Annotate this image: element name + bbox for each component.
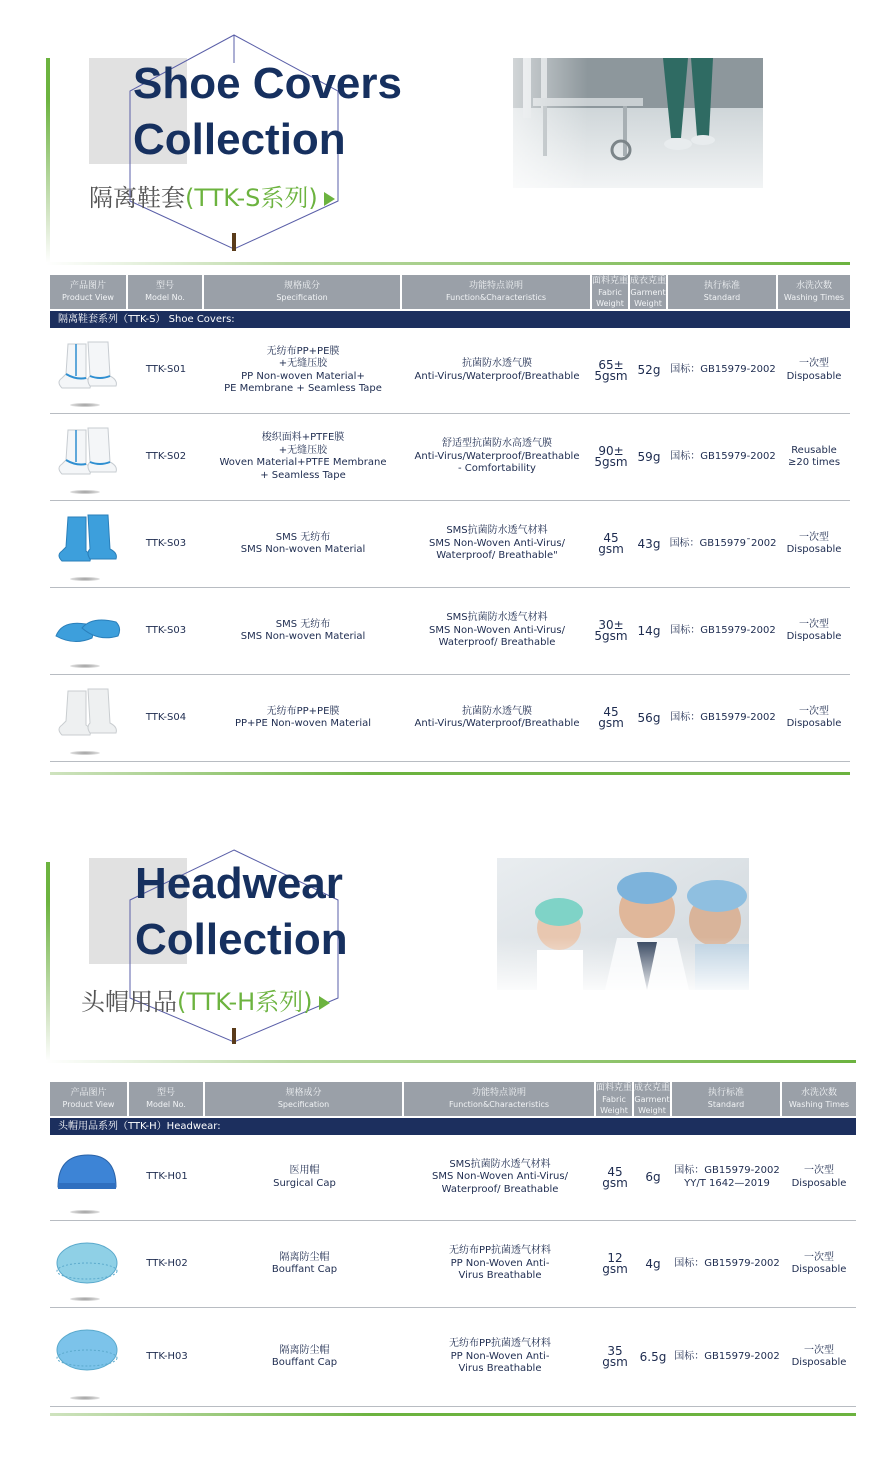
specification <box>205 1252 404 1277</box>
cap-image <box>52 1231 122 1291</box>
hero-accent-horizontal <box>46 1060 856 1063</box>
cell-line: 无纺布PP+PE膜 <box>266 345 340 357</box>
cell-line: 隔离防尘帽 <box>279 1344 330 1356</box>
fabric-weight <box>596 1346 634 1368</box>
cell-line: 5gsm <box>594 629 628 643</box>
cell-line: PP Non-Woven Anti- <box>450 1257 550 1269</box>
washing-times <box>778 619 850 644</box>
cell-line: Virus Breathable <box>458 1270 542 1282</box>
model-text: TTK-S03 <box>145 624 187 636</box>
headwear-rows <box>50 1135 856 1407</box>
cell-line: 30± <box>598 618 624 632</box>
garment-weight-text: 6.5g <box>639 1349 667 1364</box>
garment-weight <box>630 712 668 725</box>
cell-line: 5gsm <box>594 368 628 383</box>
model-text: TTK-S04 <box>145 711 187 723</box>
hero-title <box>133 56 402 168</box>
shoe-cover-image <box>52 511 122 571</box>
cell-line: YY/T 1642—2019 <box>684 1177 770 1189</box>
fabric-weight <box>592 533 630 555</box>
cell-line: 隔离防尘帽 <box>279 1251 330 1263</box>
table-row <box>50 328 850 414</box>
garment-weight-text: 4g <box>645 1256 661 1271</box>
table-header <box>50 1082 856 1118</box>
cell-line: 舒适型抗菌防水高透气膜 <box>442 438 552 450</box>
washing-times <box>782 1252 856 1277</box>
headwear-section <box>0 800 886 1463</box>
hero-subtitle-series: (TTK-H系列) <box>177 988 313 1016</box>
cell-line: 无纺布PP+PE膜 <box>266 705 340 717</box>
cell-line: 一次型 <box>804 1344 834 1356</box>
standard <box>668 712 778 725</box>
cell-line: Anti-Virus/Waterproof/Breathable <box>414 450 580 462</box>
cell-line: SMS 无纺布 <box>275 531 331 543</box>
garment-weight <box>630 625 668 638</box>
header-fabric-weight: 面料克重 Fabric Weight <box>596 1082 633 1115</box>
garment-weight <box>634 1351 672 1364</box>
hero-accent-horizontal <box>46 262 850 265</box>
product-image <box>50 328 128 413</box>
garment-weight-text: 59g <box>637 449 661 464</box>
hero-title-line1: Shoe Covers <box>133 59 402 108</box>
cell-line: 无纺布PP抗菌透气材料 <box>448 1245 552 1257</box>
function-characteristics <box>402 525 592 563</box>
cap-image <box>52 1318 122 1378</box>
header-function: 功能特点说明 Function&Characteristics <box>404 1082 596 1116</box>
cell-line: 国标：GB15979-2002 <box>670 450 776 462</box>
product-shadow <box>70 403 100 407</box>
header-specification: 规格成分 Specification <box>205 1082 404 1116</box>
washing-times <box>778 532 850 557</box>
header-garment-weight: 成衣克重 Garment Weight <box>634 1082 671 1115</box>
specification <box>204 346 402 396</box>
header-product-view: 产品图片 Product View <box>50 1082 129 1116</box>
model-text: TTK-H01 <box>146 1171 188 1183</box>
garment-weight-text: 56g <box>637 710 661 725</box>
cell-line: Virus Breathable <box>458 1363 542 1375</box>
standard <box>668 625 778 638</box>
cell-line: SMS Non-woven Material <box>240 544 366 555</box>
cell-line: Disposable <box>791 1177 847 1189</box>
hero-accent-vertical <box>46 862 50 1062</box>
cell-line: 45 <box>603 705 619 719</box>
play-arrow-icon <box>319 996 330 1010</box>
garment-weight <box>630 538 668 551</box>
cell-line: SMS抗菌防水透气材料 <box>449 1158 551 1170</box>
table-row <box>50 1308 856 1407</box>
cell-line: 一次型 <box>804 1165 834 1176</box>
cell-line: 12 <box>607 1251 623 1265</box>
cell-line: 35 <box>607 1344 623 1358</box>
hero-subtitle <box>89 178 335 213</box>
standard <box>672 1258 782 1271</box>
shoe-cover-image <box>52 598 122 658</box>
shoe-cover-image <box>52 685 122 745</box>
header-specification: 规格成分 Specification <box>204 275 402 309</box>
cell-line: 45 <box>603 531 619 545</box>
product-image <box>50 414 128 500</box>
cell-line: Disposable <box>791 1264 847 1275</box>
cell-line: SMS抗菌防水透气材料 <box>446 612 548 624</box>
cell-line: Disposable <box>791 1357 847 1368</box>
cell-line: + Seamless Tape <box>260 469 346 481</box>
garment-weight <box>634 1171 672 1184</box>
cell-line: Anti-Virus/Waterproof/Breathable <box>414 370 580 382</box>
product-image <box>50 1308 129 1406</box>
garment-weight-text: 14g <box>637 623 661 638</box>
washing-times <box>778 445 850 470</box>
cell-line: gsm <box>602 1262 628 1276</box>
cell-line: 抗菌防水透气膜 <box>462 705 532 717</box>
cell-line: Bouffant Cap <box>271 1264 338 1275</box>
hero-title-line2: Collection <box>135 915 348 964</box>
cell-line: Anti-Virus/Waterproof/Breathable <box>414 718 580 729</box>
table-end-line <box>50 1413 856 1416</box>
cell-line: 一次型 <box>804 1251 834 1263</box>
garment-weight <box>630 451 668 464</box>
standard <box>668 451 778 464</box>
cell-line: Waterproof/ Breathable" <box>436 550 558 562</box>
header-fabric-weight: 面料克重 Fabric Weight <box>592 275 629 308</box>
fabric-weight <box>592 446 630 468</box>
header-garment-weight: 成衣克重 Garment Weight <box>630 275 667 308</box>
hero-title-line2: Collection <box>133 115 346 164</box>
cell-line: 国标：GB15979-2002 <box>674 1350 780 1362</box>
washing-times <box>782 1345 856 1370</box>
cell-line: SMS抗菌防水透气材料 <box>446 525 548 537</box>
cell-line: 一次型 <box>799 358 829 369</box>
washing-times <box>778 706 850 731</box>
cell-line: Bouffant Cap <box>271 1357 338 1368</box>
cell-line: SMS Non-Woven Anti-Virus/ <box>429 624 565 636</box>
cell-line: 国标：GB15979-2002 <box>670 364 776 376</box>
cell-line: 医用帽 <box>289 1165 320 1176</box>
function-characteristics <box>402 358 592 383</box>
shoe-covers-table <box>50 275 850 775</box>
standard <box>672 1351 782 1364</box>
function-characteristics <box>404 1159 596 1197</box>
headwear-hero <box>0 800 886 1070</box>
cell-line: SMS Non-Woven Anti-Virus/ <box>432 1171 568 1183</box>
cell-line: +无缝压胶 <box>278 358 328 369</box>
cell-line: PP Non-woven Material+ <box>241 370 365 382</box>
cell-line: 65± <box>598 357 624 372</box>
cell-line: 一次型 <box>799 705 829 717</box>
header-product-view: 产品图片 Product View <box>50 275 128 309</box>
table-end-line <box>50 772 850 775</box>
hero-subtitle-cn: 头帽用品 <box>81 988 177 1016</box>
specification <box>204 532 402 557</box>
garment-weight <box>634 1258 672 1271</box>
table-row <box>50 1221 856 1308</box>
specification <box>204 619 402 644</box>
table-row <box>50 414 850 501</box>
product-shadow <box>70 1297 100 1301</box>
hero-subtitle-series: (TTK-S系列) <box>185 184 318 212</box>
garment-weight <box>630 364 668 377</box>
hero-title <box>135 856 348 968</box>
hospital-corridor-photo <box>513 58 763 188</box>
cell-line: 国标：GB15979-2002 <box>670 624 776 636</box>
product-shadow <box>70 577 100 581</box>
product-image <box>50 588 128 674</box>
standard <box>668 538 778 551</box>
cell-line: 一次型 <box>799 531 829 543</box>
header-standard: 执行标准 Standard <box>668 275 778 309</box>
model-text: TTK-S02 <box>145 450 187 462</box>
product-shadow <box>70 490 100 494</box>
cell-line: 抗菌防水透气膜 <box>462 358 532 369</box>
model-number <box>129 1171 205 1184</box>
table-row <box>50 588 850 675</box>
play-arrow-icon <box>324 192 335 206</box>
model-number <box>129 1351 205 1364</box>
standard <box>672 1165 782 1190</box>
header-model: 型号 Model No. <box>128 275 204 309</box>
model-number <box>129 1258 205 1271</box>
cell-line: SMS 无纺布 <box>275 618 331 630</box>
medical-staff-photo <box>497 858 749 990</box>
model-number <box>128 538 204 551</box>
cell-line: Waterproof/ Breathable <box>441 1183 559 1195</box>
fabric-weight <box>596 1253 634 1275</box>
cell-line: Reusable <box>791 444 837 456</box>
specification <box>205 1345 404 1370</box>
cell-line: gsm <box>598 542 624 556</box>
cell-line: 45 <box>607 1164 623 1179</box>
fabric-weight <box>592 707 630 729</box>
product-shadow <box>70 1210 100 1214</box>
product-image <box>50 1221 129 1307</box>
function-characteristics <box>402 438 592 476</box>
header-function: 功能特点说明 Function&Characteristics <box>402 275 592 309</box>
header-washing-times: 水洗次数 Washing Times <box>783 281 845 302</box>
product-shadow <box>70 1396 100 1400</box>
model-text: TTK-H03 <box>146 1350 188 1362</box>
garment-weight-text: 43g <box>637 536 661 551</box>
cell-line: PP Non-Woven Anti- <box>450 1350 550 1362</box>
cell-line: ≥20 times <box>787 457 841 468</box>
hero-subtitle-cn: 隔离鞋套 <box>89 184 185 212</box>
model-number <box>128 364 204 377</box>
header-washing-times: 水洗次数 Washing Times <box>788 1088 850 1109</box>
specification <box>205 1165 404 1190</box>
hero-accent-vertical <box>46 58 50 263</box>
cell-line: 国标：GB15979-2002 <box>670 711 776 723</box>
group-label-bar: 隔离鞋套系列（TTK-S） Shoe Covers: <box>50 311 850 328</box>
hero-subtitle <box>81 982 330 1017</box>
washing-times <box>782 1165 856 1190</box>
function-characteristics <box>402 612 592 650</box>
header-standard: 执行标准 Standard <box>672 1082 782 1116</box>
function-characteristics <box>404 1338 596 1376</box>
model-text: TTK-S03 <box>145 537 187 549</box>
function-characteristics <box>402 706 592 731</box>
product-image <box>50 501 128 587</box>
cell-line: 梭织面料+PTFE膜 <box>261 432 345 443</box>
cell-line: 国标：GB15979-2002 <box>674 1257 780 1269</box>
model-number <box>128 625 204 638</box>
cell-line: 国标：GB15979¯2002 <box>669 537 777 549</box>
cell-line: +无缝压胶 <box>278 444 328 456</box>
model-text: TTK-H02 <box>146 1257 188 1269</box>
hero-title-line1: Headwear <box>135 859 343 908</box>
shoe-covers-rows <box>50 328 850 762</box>
cell-line: Disposable <box>786 544 842 555</box>
fabric-weight <box>596 1164 634 1190</box>
headwear-table <box>50 1082 856 1416</box>
cell-line: Disposable <box>786 631 842 642</box>
cell-line: SMS Non-Woven Anti-Virus/ <box>429 537 565 549</box>
washing-times <box>778 358 850 383</box>
group-label-bar: 头帽用品系列（TTK-H）Headwear: <box>50 1118 856 1135</box>
cell-line: Surgical Cap <box>273 1177 336 1189</box>
model-number <box>128 451 204 464</box>
standard <box>668 364 778 377</box>
cell-line: PP+PE Non-woven Material <box>234 718 372 729</box>
cell-line: Disposable <box>786 370 842 382</box>
product-image <box>50 675 128 761</box>
cell-line: PE Membrane + Seamless Tape <box>224 383 382 394</box>
table-row <box>50 675 850 762</box>
product-shadow <box>70 751 100 755</box>
cell-line: gsm <box>602 1355 628 1369</box>
shoe-covers-hero <box>0 0 886 270</box>
header-model: 型号 Model No. <box>129 1082 205 1116</box>
product-image <box>50 1135 129 1220</box>
specification <box>204 432 402 482</box>
garment-weight-text: 52g <box>637 363 661 378</box>
model-text: TTK-S01 <box>145 364 187 376</box>
table-header <box>50 275 850 311</box>
cell-line: gsm <box>602 1175 628 1190</box>
cell-line: 无纺布PP抗菌透气材料 <box>448 1338 552 1350</box>
garment-weight-text: 6g <box>645 1170 661 1185</box>
function-characteristics <box>404 1245 596 1283</box>
cell-line: 5gsm <box>594 455 628 469</box>
table-row <box>50 1135 856 1221</box>
cell-line: Waterproof/ Breathable <box>438 637 556 649</box>
product-shadow <box>70 664 100 668</box>
shoe-cover-image <box>52 338 122 398</box>
fabric-weight <box>592 620 630 642</box>
fabric-weight <box>592 357 630 383</box>
cell-line: gsm <box>598 716 624 730</box>
cell-line: 国标：GB15979-2002 <box>674 1165 780 1176</box>
model-number <box>128 712 204 725</box>
table-row <box>50 501 850 588</box>
cell-line: 90± <box>598 444 624 458</box>
cell-line: SMS Non-woven Material <box>240 631 366 642</box>
cell-line: Woven Material+PTFE Membrane <box>219 457 387 468</box>
cell-line: 一次型 <box>799 618 829 630</box>
specification <box>204 706 402 731</box>
cell-line: - Comfortability <box>458 463 536 475</box>
cell-line: Disposable <box>786 718 842 729</box>
cap-image <box>52 1145 122 1205</box>
shoe-cover-image <box>52 424 122 484</box>
